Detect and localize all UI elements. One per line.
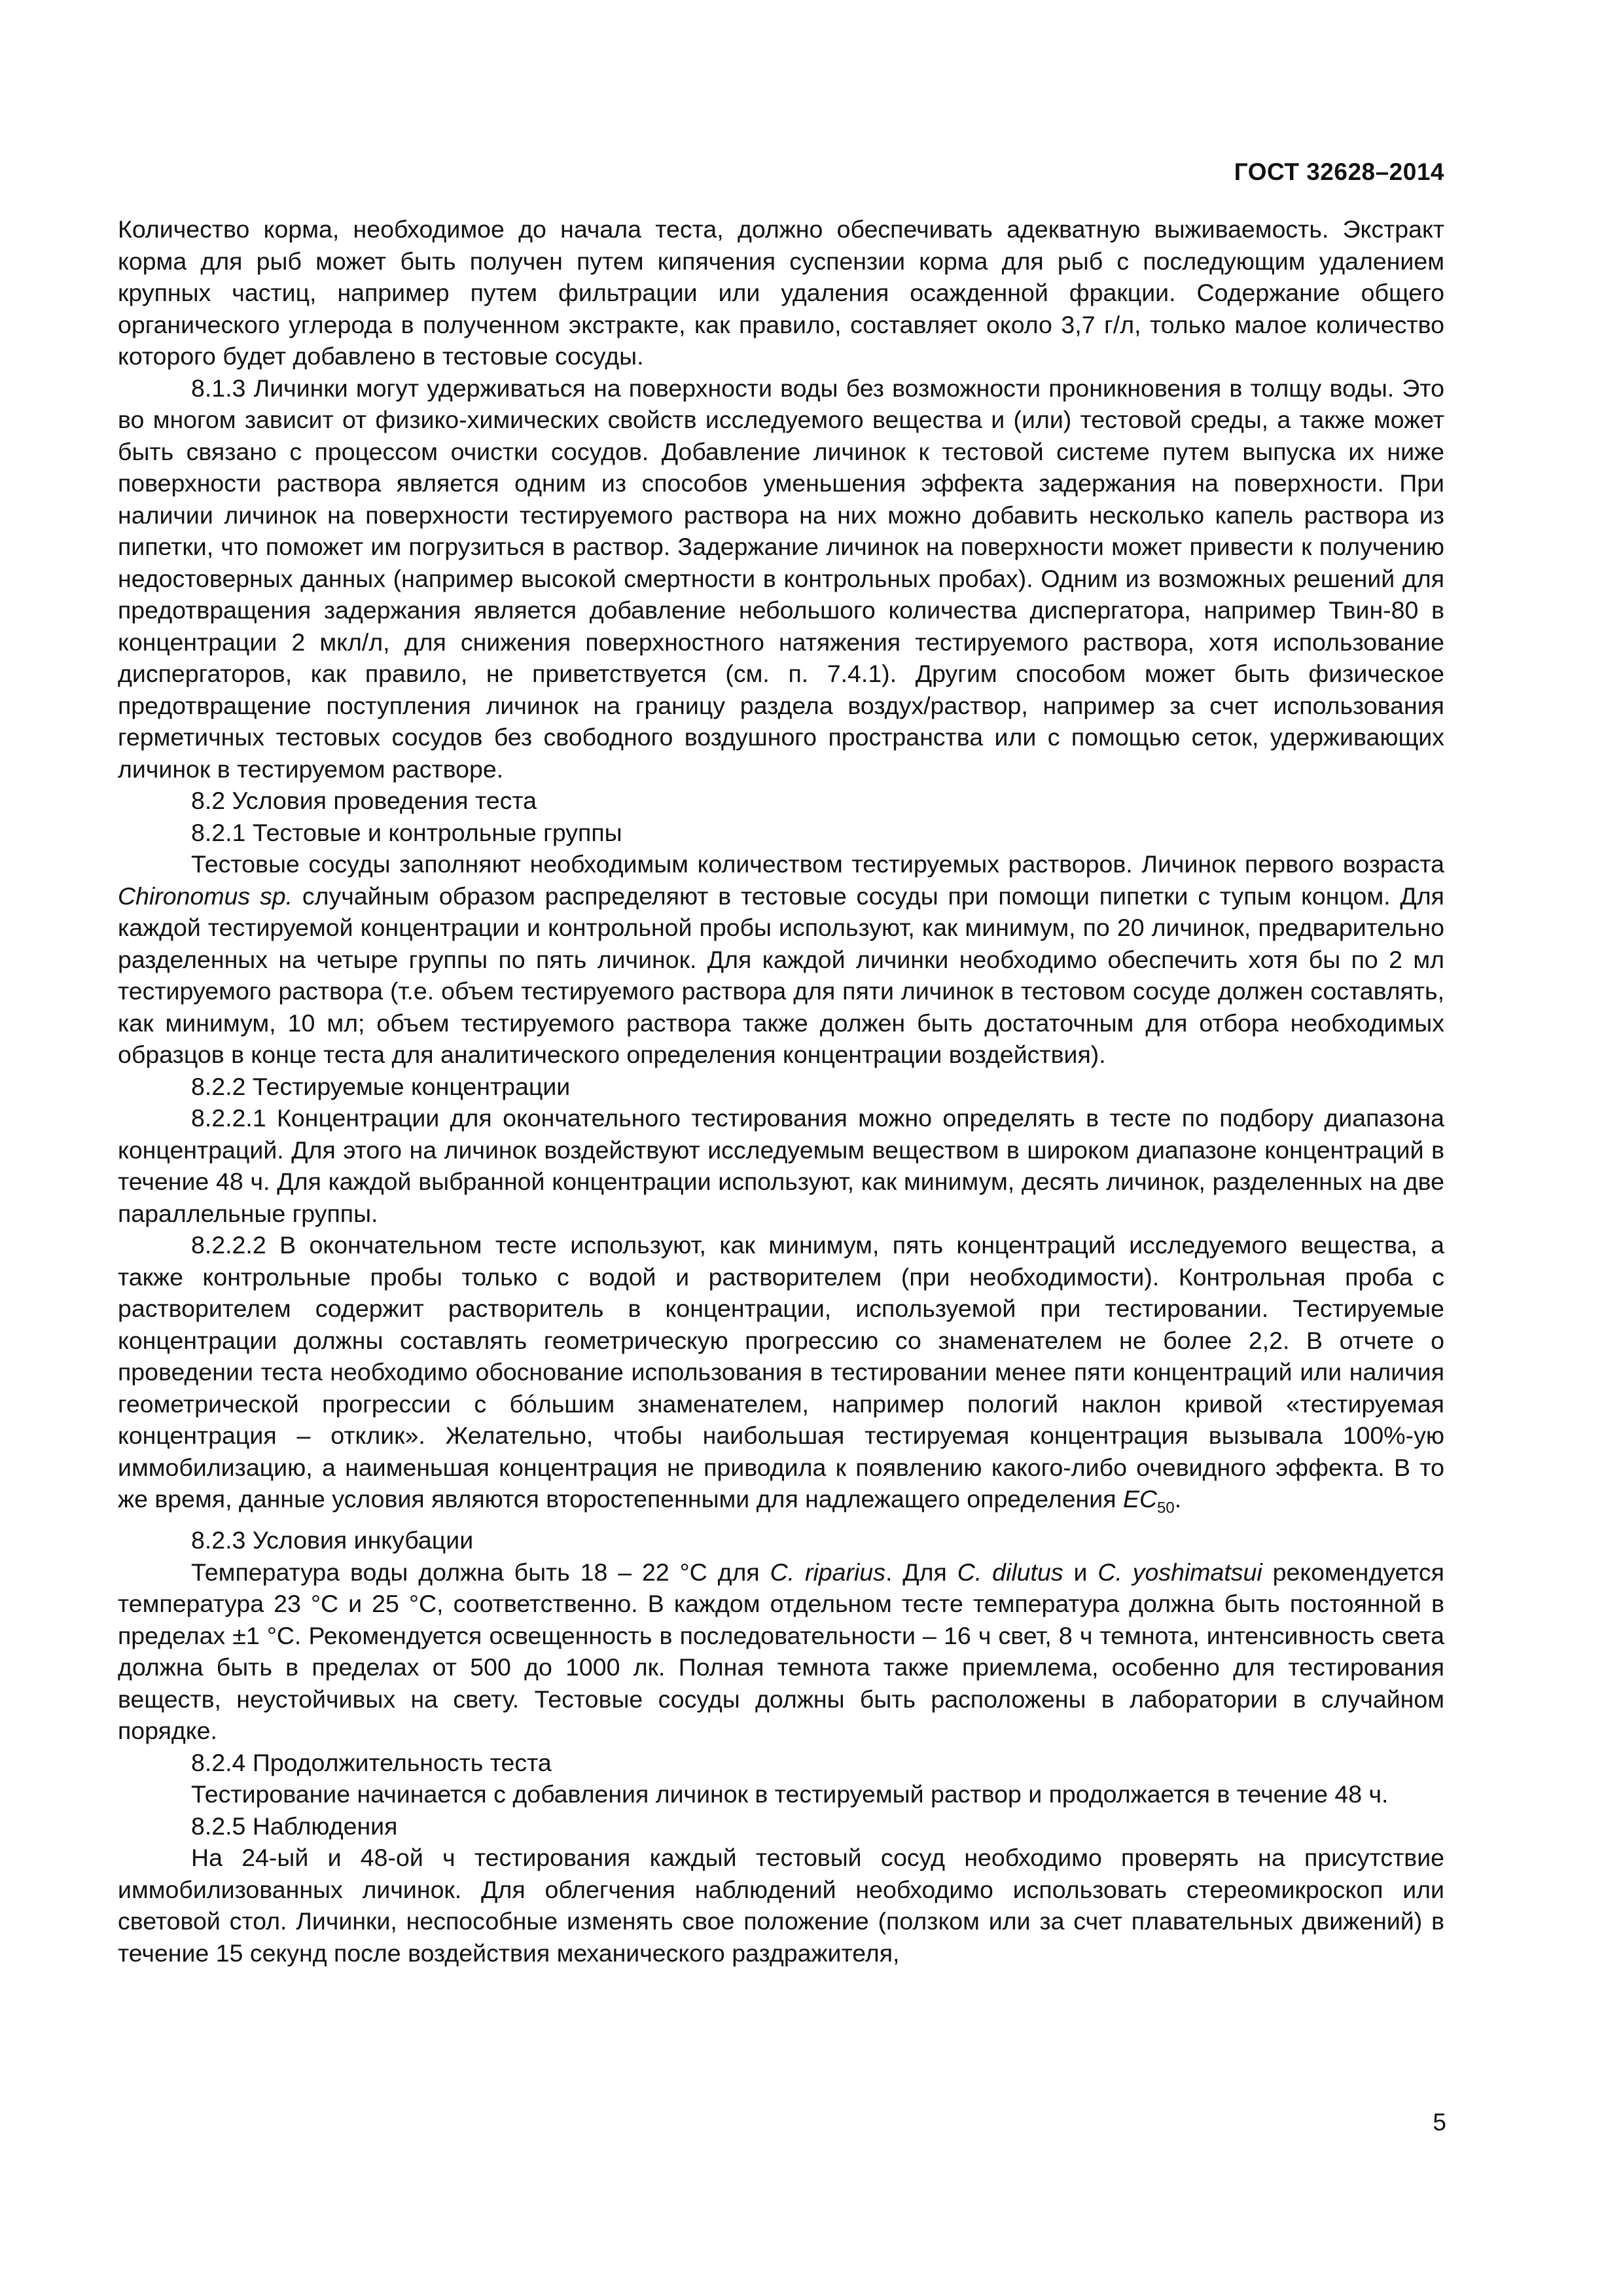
text-span: Температура воды должна быть 18 – 22 °С для	[191, 1558, 770, 1586]
paragraph-duration: Тестирование начинается с добавления личинок в тестируемый раствор и продолжается в течение 48 ч.	[191, 1780, 1389, 1808]
text-span: рекомендуется температура 23 °С и 25 °С, соответственно. В каждом отдельном тесте температура должна быть постоянной в пределах ±1 °С. Рекомендуется освещенность в последовательности – 16 ч свет, 8 ч темнота, интенсивность света должна быть в пределах от 500 до 1000 лк. Полная темнота также приемлема, особенно для тестирования веществ, неустойчивых на свету. Тестовые сосуды должны быть расположены в лаборатории в случайном порядке.	[118, 1558, 1444, 1744]
section-heading-8-2-1: 8.2.1 Тестовые и контрольные группы	[191, 818, 622, 846]
text-span: Тестовые сосуды заполняют необходимым количеством тестируемых растворов. Личинок первого возраста	[191, 850, 1444, 878]
section-heading-8-2-3: 8.2.3 Условия инкубации	[191, 1526, 474, 1554]
paragraph: Количество корма, необходимое до начала теста, должно обеспечивать адекватную выживаемость. Экстракт корма для рыб может быть получен путем кипячения суспензии корма для рыб с последующим удалением крупных частиц, например путем фильтрации или удаления осажденной фракции. Содержание общего органического углерода в полученном экстракте, как правило, составляет около 3,7 г/л, только малое количество которого будет добавлено в тестовые сосуды.	[118, 215, 1444, 370]
paragraph-8-2-2-1: 8.2.2.1 Концентрации для окончательного тестирования можно определять в тесте по подбору диапазона концентраций. Для этого на личинок воздействуют исследуемым веществом в широком диапазоне концентраций в течение 48 ч. Для каждой выбранной концентрации используют, как минимум, десять личинок, разделенных на две параллельные группы.	[118, 1104, 1444, 1227]
section-heading-8-2: 8.2 Условия проведения теста	[191, 787, 537, 814]
paragraph-incubation	[118, 1556, 1444, 1747]
text-span: . Для	[885, 1558, 957, 1586]
species-name: Chironomus sp.	[118, 882, 293, 910]
section-heading-8-2-4: 8.2.4 Продолжительность теста	[191, 1748, 552, 1776]
species-name: C. dilutus	[957, 1558, 1063, 1586]
paragraph-observations: На 24-ый и 48-ой ч тестирования каждый тестовый сосуд необходимо проверять на присутствие иммобилизованных личинок. Для облегчения наблюдений необходимо использовать стереомикроскоп или световой стол. Личинки, неспособные изменять свое положение (ползком или за счет плавательных движений) в течение 15 секунд после воздействия механического раздражителя,	[118, 1844, 1444, 1967]
species-name: C. yoshimatsui	[1097, 1558, 1262, 1586]
document-body	[118, 213, 1444, 1969]
ec-subscript: 50	[1157, 1499, 1175, 1517]
section-heading-8-2-5: 8.2.5 Наблюдения	[191, 1812, 398, 1840]
text-span: и	[1063, 1558, 1098, 1586]
paragraph-8-2-2-2	[118, 1229, 1444, 1524]
text-span: случайным образом распределяют в тестовые сосуды при помощи пипетки с тупым концом. Для каждой тестируемой концентрации и контрольной пробы используют, как минимум, по 20 личинок, предварительно разделенных на четыре группы по пять личинок. Для каждой личинки необходимо обеспечить хотя бы по 2 мл тестируемого раствора (т.е. объем тестируемого раствора для пяти личинок в тестовом сосуде должен составлять, как минимум, 10 мл; объем тестируемого раствора также должен быть достаточным для отбора необходимых образцов в конце теста для аналитического определения концентрации воздействия).	[118, 882, 1444, 1068]
section-heading-8-2-2: 8.2.2 Тестируемые концентрации	[191, 1072, 571, 1100]
text-span: 8.2.2.2 В окончательном тесте используют, как минимум, пять концентраций исследуемого вещества, а также контрольные пробы только с водой и растворителем (при необходимости). Контрольная проба с растворителем содержит растворитель в концентрации, используемой при тестировании. Тестируемые концентрации должны составлять геометрическую прогрессию со знаменателем не более 2,2. В отчете о проведении теста необходимо обоснование использования в тестировании менее пяти концентраций или наличия геометрической прогрессии с бóльшим знаменателем, например пологий наклон кривой «тестируемая концентрация – отклик». Желательно, чтобы наибольшая тестируемая концентрация вызывала 100%-ую иммобилизацию, а наименьшая концентрация не приводила к появлению какого-либо очевидного эффекта. В то же время, данные условия являются второстепенными для надлежащего определения	[118, 1231, 1444, 1513]
page-number: 5	[1433, 2109, 1446, 2136]
standard-header: ГОСТ 32628–2014	[1234, 158, 1444, 185]
paragraph-test-groups	[118, 848, 1444, 1071]
text-span: .	[1174, 1485, 1182, 1513]
paragraph-8-1-3: 8.1.3 Личинки могут удерживаться на поверхности воды без возможности проникновения в толщу воды. Это во многом зависит от физико-химических свойств исследуемого вещества и (или) тестовой среды, а также может быть связано с процессом очистки сосудов. Добавление личинок к тестовой системе путем выпуска их ниже поверхности раствора является одним из способов уменьшения эффекта задержания на поверхности. При наличии личинок на поверхности тестируемого раствора на них можно добавить несколько капель раствора из пипетки, что поможет им погрузиться в раствор. Задержание личинок на поверхности может привести к получению недостоверных данных (например высокой смертности в контрольных пробах). Одним из возможных решений для предотвращения задержания является добавление небольшого количества диспергатора, например Твин-80 в концентрации 2 мкл/л, для снижения поверхностного натяжения тестируемого раствора, хотя использование диспергаторов, как правило, не приветствуется (см. п. 7.4.1). Другим способом может быть физическое предотвращение поступления личинок на границу раздела воздух/раствор, например за счет использования герметичных тестовых сосудов без свободного воздушного пространства или с помощью сеток, удерживающих личинок в тестируемом растворе.	[118, 374, 1444, 783]
ec-symbol: EC	[1122, 1485, 1158, 1513]
species-name: C. riparius	[770, 1558, 885, 1586]
